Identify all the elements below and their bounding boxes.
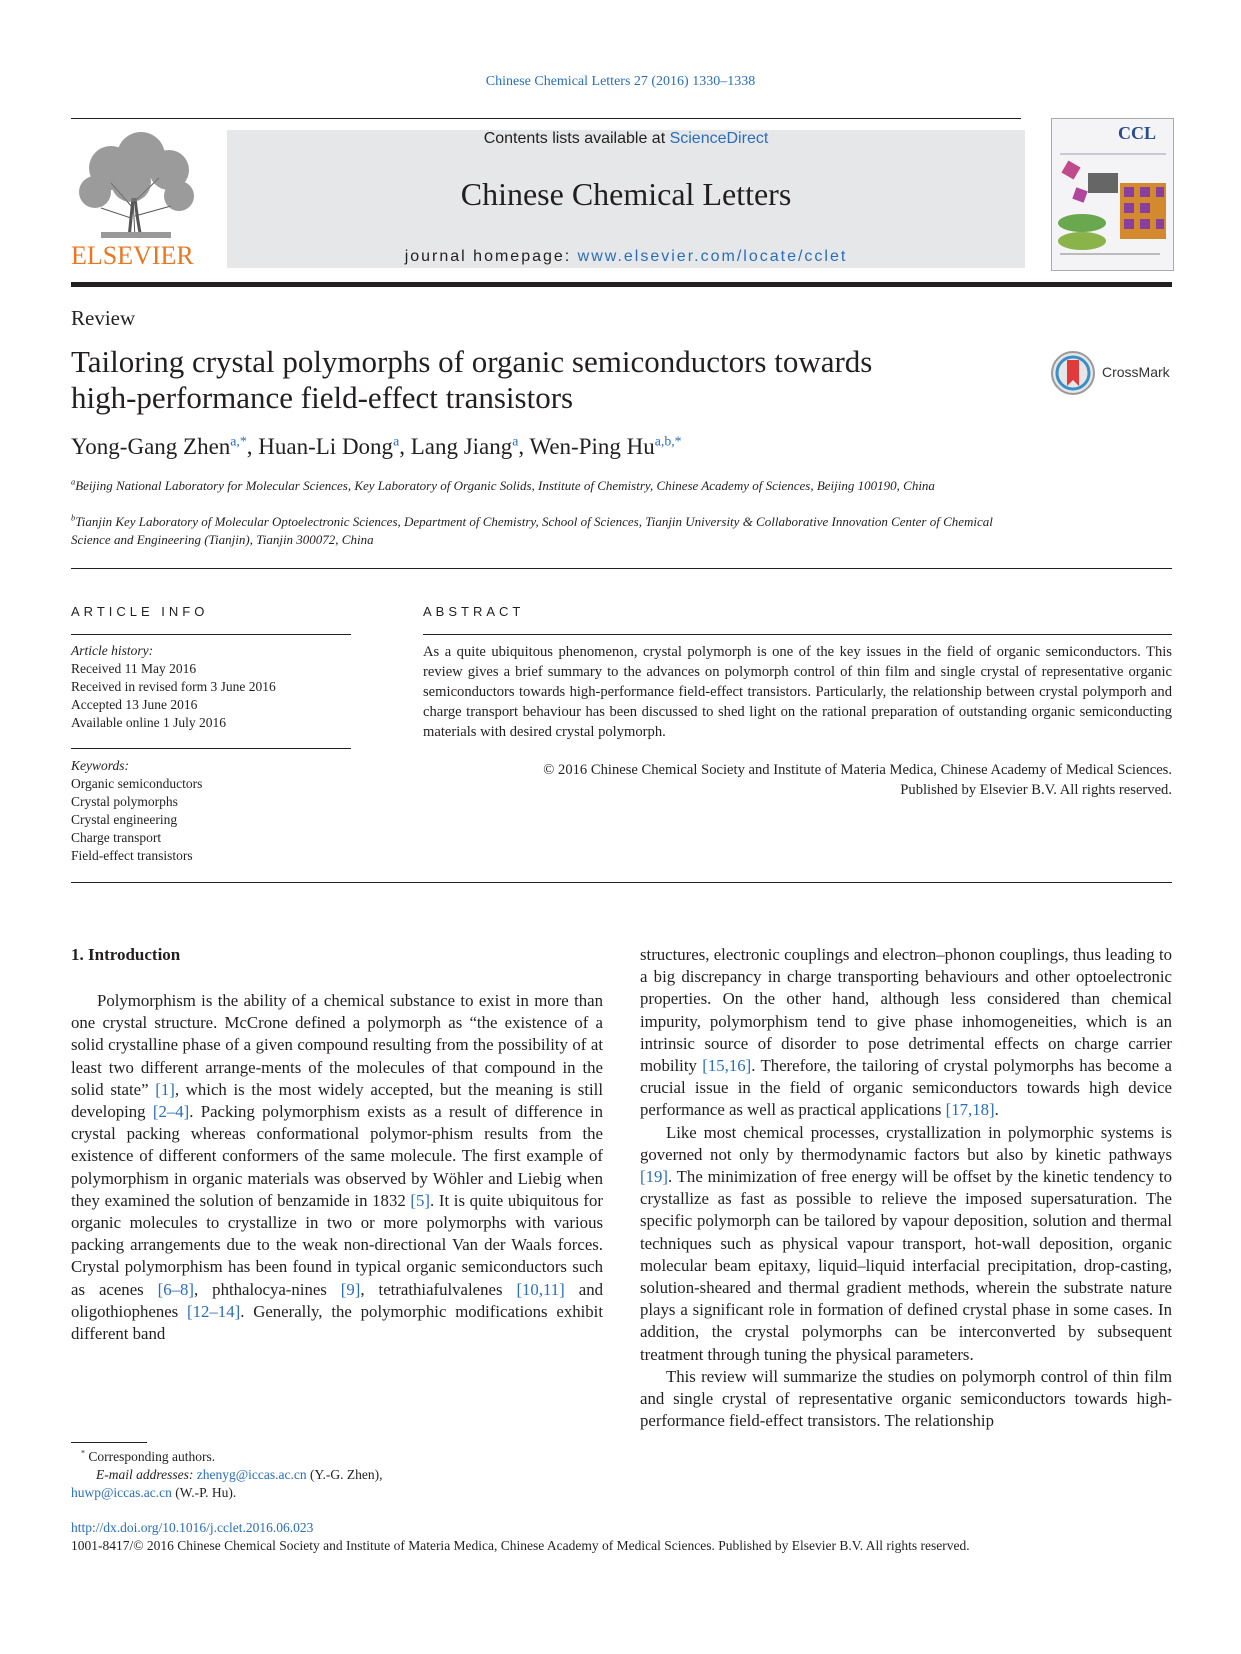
citation-link[interactable]: [19] (640, 1167, 668, 1187)
paragraph (640, 1122, 1172, 1366)
divider (71, 634, 351, 635)
contents-line (227, 130, 1025, 148)
text-run: structures, electronic couplings and electron–phonon couplings, thus leading to a big discrepancy in charge transporting behaviours and other optoelectronic properties. On the other hand, although less considered than chemical impurity, polymorphism tend to give phase inhomogeneities, which is an intrinsic source of disorder to pose detrimental effects on charge carrier mobility (640, 945, 1172, 1076)
abstract-copyright-line-1: © 2016 Chinese Chemical Society and Institute of Materia Medica, Chinese Academy of Medical Sciences. (543, 762, 1172, 778)
keyword-item: Organic semiconductors (71, 776, 203, 791)
affiliation-a (71, 477, 1031, 495)
crossmark-label: CrossMark (1102, 364, 1170, 380)
asterisk-mark: * (81, 1448, 86, 1458)
keyword-item: Charge transport (71, 830, 162, 845)
tree-icon (71, 128, 199, 270)
issn-copyright-line: 1001-8417/© 2016 Chinese Chemical Society and Institute of Materia Medica, Chinese Academy of Medical Sciences. Published by Elsevier B.V. All rights reserved. (71, 1538, 970, 1553)
title-line-1: Tailoring crystal polymorphs of organic semiconductors towards (71, 344, 873, 379)
footnote-rule (71, 1442, 147, 1443)
author-name: Wen-Ping Hu (529, 434, 655, 459)
corresponding-footnote (81, 1448, 215, 1466)
doi-link[interactable]: http://dx.doi.org/10.1016/j.cclet.2016.06.023 (71, 1520, 314, 1535)
history-item: Accepted 13 June 2016 (71, 697, 198, 712)
header-thick-rule (71, 282, 1172, 287)
citation-link[interactable]: [5] (410, 1190, 430, 1210)
affiliation-mark: a (71, 476, 76, 487)
citation-link[interactable]: [17,18] (945, 1100, 995, 1120)
journal-cover-thumbnail (1051, 118, 1174, 271)
keyword-item: Field-effect transistors (71, 848, 193, 863)
author-name: Yong-Gang Zhen (71, 434, 231, 459)
keywords-heading: Keywords: (71, 758, 129, 773)
elsevier-logo (71, 128, 199, 270)
sciencedirect-link[interactable]: ScienceDirect (669, 130, 769, 147)
text-run: , tetrathiafulvalenes (360, 1279, 517, 1299)
affiliation-text: Tianjin Key Laboratory of Molecular Optoelectronic Sciences, Department of Chemistry, School of Sciences, Tianjin University & Collaborative Innovation Center of Chemical Science and Engineering (Tianjin), Tianjin 300072, China (71, 514, 993, 547)
homepage-line (227, 248, 1025, 266)
text-run: . (994, 1100, 999, 1120)
author-affiliation-mark[interactable]: a (512, 433, 519, 449)
keyword-item: Crystal polymorphs (71, 794, 178, 809)
text-run: , phthalocya-nines (194, 1279, 341, 1299)
footnote-text: Corresponding authors. (88, 1449, 216, 1464)
homepage-prefix: journal homepage: (404, 248, 578, 265)
history-item: Available online 1 July 2016 (71, 715, 226, 730)
journal-reference[interactable]: Chinese Chemical Letters 27 (2016) 1330–1338 (485, 74, 756, 89)
text-run: Polymorphism is the ability of a chemical substance to exist in more than one crystal structure. McCrone defined a polymorph as “the existence of a solid crystalline phase of a given compound resulting from the possibility of at least two different arrange-ments of the molecules of that compound in the solid state” (71, 991, 603, 1099)
citation-link[interactable]: [2–4] (152, 1102, 190, 1122)
divider (423, 634, 1172, 635)
contents-prefix: Contents lists available at (483, 130, 670, 147)
journal-name: Chinese Chemical Letters (460, 176, 792, 212)
author-name: Lang Jiang (410, 434, 513, 459)
keyword-item: Crystal engineering (71, 812, 178, 827)
citation-link[interactable]: [12–14] (187, 1301, 241, 1321)
article-history (71, 642, 351, 732)
body-column-right (640, 944, 1172, 1432)
article-type: Review (71, 306, 136, 330)
history-heading: Article history: (71, 643, 154, 658)
paragraph (71, 990, 603, 1345)
author-list: Yong-Gang Zhen$^{a,*}$, Huan-Li Dong$^a$, Lang Jiang$^a$, Wen-Ping Hu$^{a,b,*}$ (71, 433, 682, 459)
text-run: . Therefore, the tailoring of crystal polymorphs has become a crucial issue in the field of organic semiconductors towards high device performance as well as practical applications (640, 1056, 1172, 1120)
text-run: . It is quite ubiquitous for organic molecules to crystallize in two or more polymorphs with various packing arrangements due to the weak non-directional Van der Waals forces. Crystal polymorphism has been found in typical organic semiconductors such as acenes (71, 1190, 603, 1299)
author-affiliation-mark[interactable]: a (393, 433, 400, 449)
abstract-text: As a quite ubiquitous phenomenon, crystal polymorph is one of the key issues in the field of organic semiconductors. This review gives a brief summary to the advances on polymorph control of thin film and single crystal of representative organic semiconductors towards high-performance field-effect transistors. Particularly, the relationship between crystal polymporh and charge transport behaviour has been discussed to shed light on the rational preparation of outstanding organic semiconducting materials with desired crystal polymorph. (423, 644, 1172, 740)
divider (71, 748, 351, 749)
homepage-link[interactable]: www.elsevier.com/locate/cclet (577, 248, 848, 265)
title-line-2: high-performance field-effect transistors (71, 380, 574, 415)
cover-title: CCL (1118, 123, 1157, 143)
divider (71, 568, 1172, 569)
affiliation-b (71, 513, 1031, 549)
paragraph (640, 944, 1172, 1122)
citation-link[interactable]: [9] (340, 1279, 361, 1299)
text-run: and oligothiophenes (71, 1279, 603, 1321)
email-footnote-2 (71, 1484, 236, 1502)
keywords (71, 757, 351, 865)
citation-link[interactable]: [6–8] (157, 1279, 195, 1299)
author-affiliation-mark[interactable]: a,b,* (654, 433, 682, 449)
affiliation-text: Beijing National Laboratory for Molecular Sciences, Key Laboratory of Organic Solids, Institute of Chemistry, Chinese Academy of Sciences, Beijing 100190, China (75, 478, 935, 493)
email-owner: (W.-P. Hu). (171, 1485, 237, 1500)
text-run: . Generally, the polymorphic modifications exhibit different band (71, 1301, 603, 1344)
section-heading: 1. Introduction (71, 945, 181, 964)
author-affiliation-mark[interactable]: a,* (230, 433, 247, 449)
text-run: Like most chemical processes, crystallization in polymorphic systems is governed not only by thermodynamic factors but also by kinetic pathways (640, 1122, 1172, 1164)
text-run: , which is the most widely accepted, but the meaning is still developing (71, 1079, 603, 1122)
abstract-copyright-line-2: Published by Elsevier B.V. All rights reserved. (900, 782, 1172, 798)
email-owner: (Y.-G. Zhen), (306, 1467, 383, 1482)
text-run: . Packing polymorphism exists as a result of difference in crystal packing whereas conformational polymor-phism results from the existence of different conformers of the same molecule. The first example of polymorphism in organic materials was observed by Wöhler and Liebig when they examined the solution of benzamide in 1832 (71, 1102, 603, 1210)
svg-text:ELSEVIER: ELSEVIER (71, 241, 194, 270)
citation-link[interactable]: [15,16] (702, 1056, 752, 1076)
crossmark-icon (1050, 350, 1096, 396)
email-link[interactable]: huwp@iccas.ac.cn (71, 1485, 172, 1500)
email-footnote (96, 1466, 382, 1484)
history-item: Received in revised form 3 June 2016 (71, 679, 276, 694)
paragraph: This review will summarize the studies on polymorph control of thin film and single crystal of representative organic semiconductors towards high-performance field-effect transistors. The relationship (640, 1366, 1172, 1431)
email-label: E-mail addresses: (96, 1467, 197, 1482)
email-link[interactable]: zhenyg@iccas.ac.cn (196, 1467, 307, 1482)
top-rule (71, 118, 1021, 119)
article-info-label: ARTICLE INFO (71, 604, 209, 619)
citation-link[interactable]: [10,11] (516, 1279, 565, 1299)
citation-link[interactable]: [1] (155, 1079, 175, 1099)
article-title (71, 344, 991, 416)
affiliation-mark: b (71, 512, 76, 523)
divider (71, 882, 1172, 883)
history-item: Received 11 May 2016 (71, 661, 197, 676)
text-run: . The minimization of free energy will be offset by the kinetic tendency to crystallize as fast as possible to relieve the imposed supersaturation. The specific polymorph can be tailored by vapour deposition, solution and thermal techniques such as physical vapour transport, hot-wall deposition, organic molecular beam epitaxy, liquid–liquid interfacial precipitation, drop-casting, solution-sheared and thermal gradient methods, wherein the substrate nature plays a significant role in formation of defined crystal phase in some cases. In addition, the crystal polymorphs can be interconverted by subsequent treatment through tuning the physical parameters. (640, 1167, 1172, 1364)
abstract-label: ABSTRACT (423, 604, 525, 619)
crossmark-badge[interactable] (1050, 350, 1174, 396)
author-name: Huan-Li Dong (258, 434, 394, 459)
body-column-left (71, 990, 603, 1345)
